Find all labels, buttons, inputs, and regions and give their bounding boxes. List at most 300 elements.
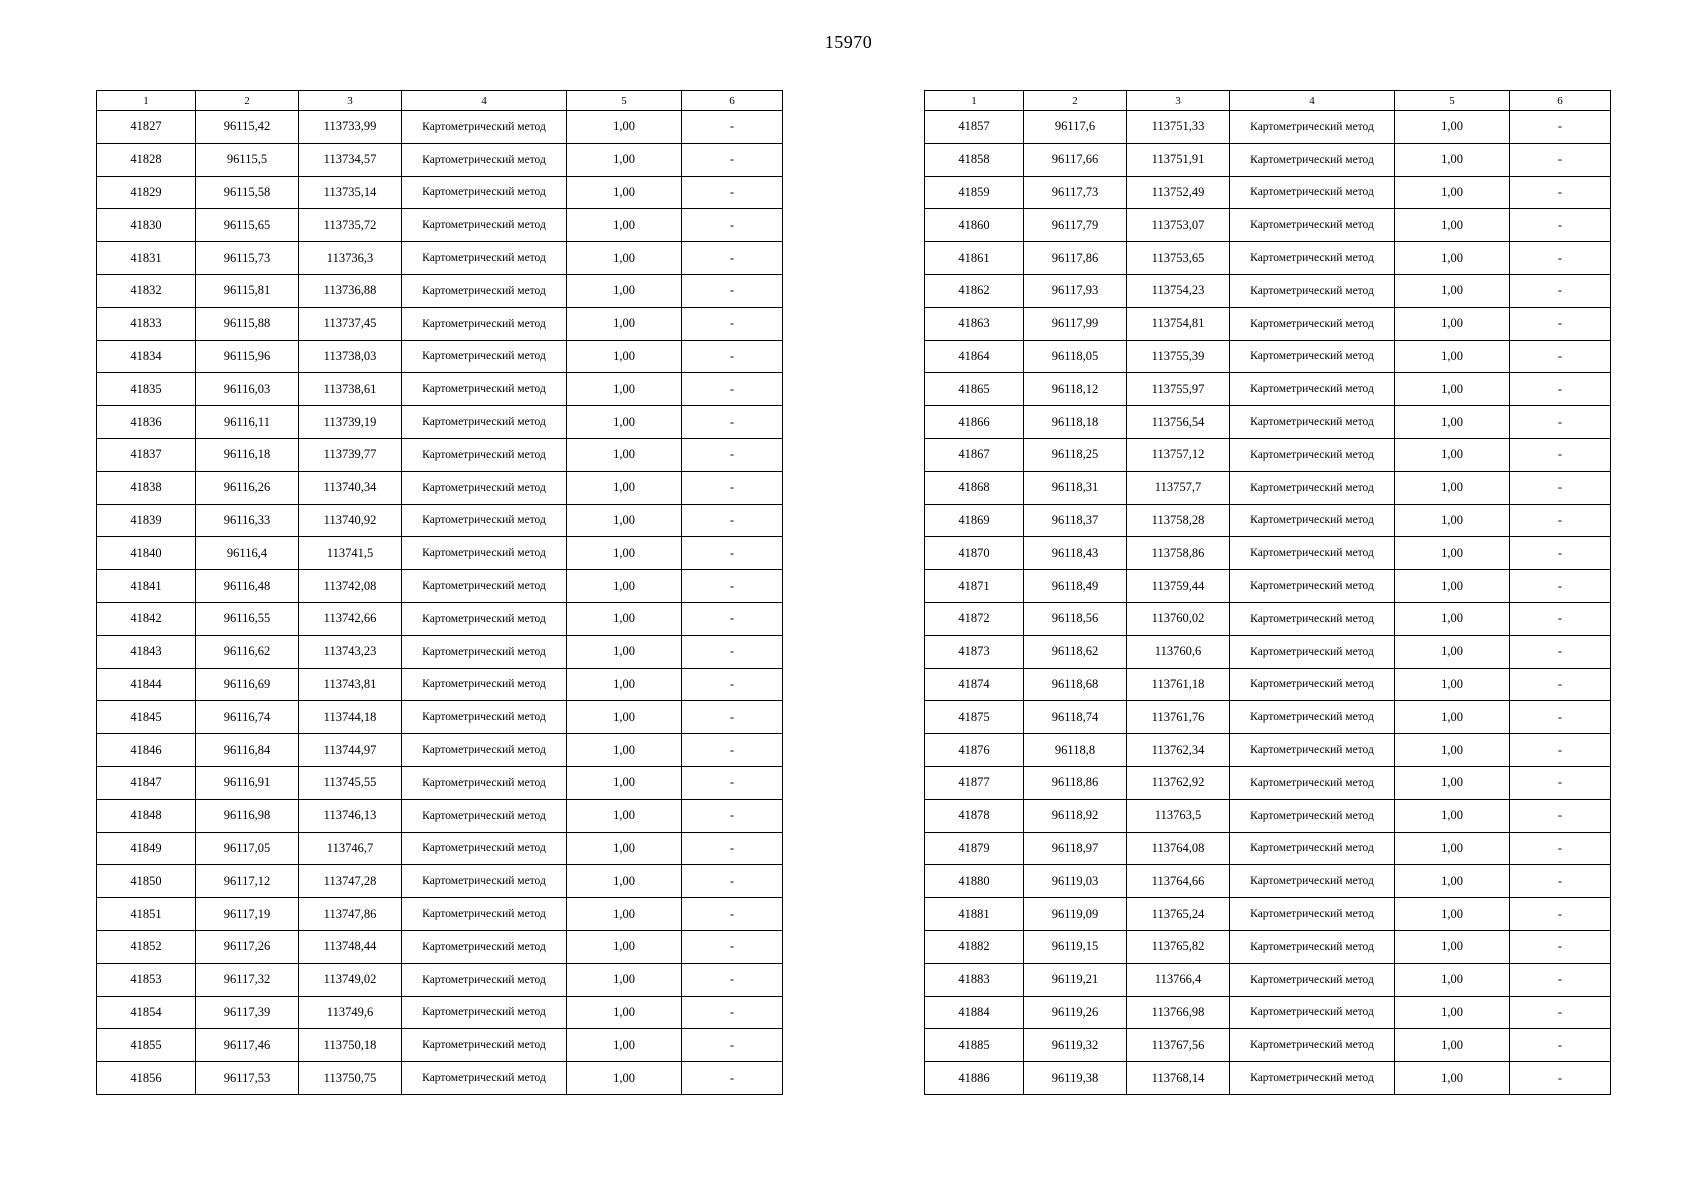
accuracy-cell: 1,00 (567, 799, 682, 832)
x-coordinate-cell: 96116,98 (196, 799, 299, 832)
table-row (97, 996, 783, 1029)
description-cell: - (682, 635, 783, 668)
x-coordinate-cell: 96115,96 (196, 340, 299, 373)
y-coordinate-cell: 113744,18 (299, 701, 402, 734)
method-cell: Картометрический метод (1230, 701, 1395, 734)
table-row (925, 865, 1611, 898)
x-coordinate-cell: 96116,18 (196, 438, 299, 471)
table-row (925, 996, 1611, 1029)
point-number-cell: 41884 (925, 996, 1024, 1029)
point-number-cell: 41842 (97, 602, 196, 635)
description-cell: - (682, 734, 783, 767)
point-number-cell: 41869 (925, 504, 1024, 537)
description-cell: - (1510, 274, 1611, 307)
accuracy-cell: 1,00 (567, 111, 682, 144)
table-row (97, 373, 783, 406)
accuracy-cell: 1,00 (567, 307, 682, 340)
table-row (925, 209, 1611, 242)
x-coordinate-cell: 96115,42 (196, 111, 299, 144)
point-number-cell: 41828 (97, 143, 196, 176)
accuracy-cell: 1,00 (1395, 865, 1510, 898)
x-coordinate-cell: 96115,81 (196, 274, 299, 307)
accuracy-cell: 1,00 (1395, 143, 1510, 176)
x-coordinate-cell: 96116,4 (196, 537, 299, 570)
description-cell: - (682, 1029, 783, 1062)
method-cell: Картометрический метод (402, 832, 567, 865)
table-row (925, 635, 1611, 668)
x-coordinate-cell: 96119,03 (1024, 865, 1127, 898)
y-coordinate-cell: 113757,12 (1127, 438, 1230, 471)
y-coordinate-cell: 113767,56 (1127, 1029, 1230, 1062)
y-coordinate-cell: 113760,6 (1127, 635, 1230, 668)
method-cell: Картометрический метод (402, 438, 567, 471)
table-row (97, 963, 783, 996)
accuracy-cell: 1,00 (567, 209, 682, 242)
y-coordinate-cell: 113765,82 (1127, 930, 1230, 963)
accuracy-cell: 1,00 (1395, 668, 1510, 701)
table-row (925, 373, 1611, 406)
description-cell: - (682, 438, 783, 471)
y-coordinate-cell: 113745,55 (299, 766, 402, 799)
accuracy-cell: 1,00 (567, 537, 682, 570)
description-cell: - (1510, 209, 1611, 242)
accuracy-cell: 1,00 (1395, 930, 1510, 963)
x-coordinate-cell: 96116,69 (196, 668, 299, 701)
accuracy-cell: 1,00 (567, 274, 682, 307)
description-cell: - (682, 242, 783, 275)
table-row (97, 570, 783, 603)
description-cell: - (1510, 635, 1611, 668)
description-cell: - (1510, 766, 1611, 799)
method-cell: Картометрический метод (1230, 274, 1395, 307)
point-number-cell: 41832 (97, 274, 196, 307)
x-coordinate-cell: 96119,09 (1024, 898, 1127, 931)
x-coordinate-cell: 96117,86 (1024, 242, 1127, 275)
point-number-cell: 41867 (925, 438, 1024, 471)
description-cell: - (1510, 537, 1611, 570)
description-cell: - (682, 143, 783, 176)
y-coordinate-cell: 113749,6 (299, 996, 402, 1029)
method-cell: Картометрический метод (402, 471, 567, 504)
accuracy-cell: 1,00 (1395, 340, 1510, 373)
accuracy-cell: 1,00 (1395, 832, 1510, 865)
y-coordinate-cell: 113734,57 (299, 143, 402, 176)
table-row (925, 766, 1611, 799)
description-cell: - (1510, 898, 1611, 931)
point-number-cell: 41880 (925, 865, 1024, 898)
x-coordinate-cell: 96118,49 (1024, 570, 1127, 603)
method-cell: Картометрический метод (402, 635, 567, 668)
header-cell-2: 2 (1024, 91, 1127, 111)
method-cell: Картометрический метод (1230, 668, 1395, 701)
description-cell: - (682, 373, 783, 406)
x-coordinate-cell: 96117,19 (196, 898, 299, 931)
table-row (925, 307, 1611, 340)
y-coordinate-cell: 113753,07 (1127, 209, 1230, 242)
table-row (97, 242, 783, 275)
accuracy-cell: 1,00 (1395, 373, 1510, 406)
accuracy-cell: 1,00 (567, 898, 682, 931)
table-row (925, 1062, 1611, 1095)
method-cell: Картометрический метод (402, 963, 567, 996)
accuracy-cell: 1,00 (1395, 471, 1510, 504)
x-coordinate-cell: 96118,86 (1024, 766, 1127, 799)
description-cell: - (1510, 930, 1611, 963)
point-number-cell: 41872 (925, 602, 1024, 635)
description-cell: - (682, 471, 783, 504)
point-number-cell: 41862 (925, 274, 1024, 307)
left-table-body (97, 111, 783, 1095)
x-coordinate-cell: 96119,32 (1024, 1029, 1127, 1062)
table-row (97, 340, 783, 373)
accuracy-cell: 1,00 (1395, 799, 1510, 832)
table-row (925, 701, 1611, 734)
table-row (925, 143, 1611, 176)
x-coordinate-cell: 96117,73 (1024, 176, 1127, 209)
x-coordinate-cell: 96117,6 (1024, 111, 1127, 144)
method-cell: Картометрический метод (402, 898, 567, 931)
method-cell: Картометрический метод (1230, 307, 1395, 340)
method-cell: Картометрический метод (402, 143, 567, 176)
table-header-row (925, 91, 1611, 111)
method-cell: Картометрический метод (1230, 570, 1395, 603)
y-coordinate-cell: 113750,75 (299, 1062, 402, 1095)
method-cell: Картометрический метод (402, 111, 567, 144)
accuracy-cell: 1,00 (1395, 438, 1510, 471)
y-coordinate-cell: 113746,7 (299, 832, 402, 865)
accuracy-cell: 1,00 (1395, 635, 1510, 668)
description-cell: - (682, 340, 783, 373)
accuracy-cell: 1,00 (1395, 1062, 1510, 1095)
table-row (925, 930, 1611, 963)
table-row (97, 209, 783, 242)
point-number-cell: 41874 (925, 668, 1024, 701)
method-cell: Картометрический метод (1230, 537, 1395, 570)
point-number-cell: 41858 (925, 143, 1024, 176)
y-coordinate-cell: 113759,44 (1127, 570, 1230, 603)
y-coordinate-cell: 113758,28 (1127, 504, 1230, 537)
x-coordinate-cell: 96117,93 (1024, 274, 1127, 307)
table-row (97, 111, 783, 144)
method-cell: Картометрический метод (1230, 1029, 1395, 1062)
y-coordinate-cell: 113743,23 (299, 635, 402, 668)
table-row (925, 799, 1611, 832)
accuracy-cell: 1,00 (567, 766, 682, 799)
table-row (97, 274, 783, 307)
x-coordinate-cell: 96116,48 (196, 570, 299, 603)
x-coordinate-cell: 96118,12 (1024, 373, 1127, 406)
point-number-cell: 41876 (925, 734, 1024, 767)
table-row (97, 930, 783, 963)
x-coordinate-cell: 96115,88 (196, 307, 299, 340)
x-coordinate-cell: 96117,32 (196, 963, 299, 996)
point-number-cell: 41863 (925, 307, 1024, 340)
table-row (97, 406, 783, 439)
description-cell: - (1510, 471, 1611, 504)
method-cell: Картометрический метод (402, 734, 567, 767)
description-cell: - (1510, 111, 1611, 144)
method-cell: Картометрический метод (402, 340, 567, 373)
point-number-cell: 41847 (97, 766, 196, 799)
x-coordinate-cell: 96118,62 (1024, 635, 1127, 668)
description-cell: - (1510, 570, 1611, 603)
y-coordinate-cell: 113741,5 (299, 537, 402, 570)
x-coordinate-cell: 96116,11 (196, 406, 299, 439)
y-coordinate-cell: 113756,54 (1127, 406, 1230, 439)
method-cell: Картометрический метод (402, 209, 567, 242)
description-cell: - (682, 176, 783, 209)
accuracy-cell: 1,00 (567, 963, 682, 996)
y-coordinate-cell: 113740,92 (299, 504, 402, 537)
description-cell: - (682, 701, 783, 734)
x-coordinate-cell: 96118,31 (1024, 471, 1127, 504)
accuracy-cell: 1,00 (1395, 766, 1510, 799)
description-cell: - (682, 570, 783, 603)
y-coordinate-cell: 113733,99 (299, 111, 402, 144)
accuracy-cell: 1,00 (567, 930, 682, 963)
x-coordinate-cell: 96116,33 (196, 504, 299, 537)
point-number-cell: 41878 (925, 799, 1024, 832)
header-cell-5: 5 (1395, 91, 1510, 111)
point-number-cell: 41866 (925, 406, 1024, 439)
table-row (97, 766, 783, 799)
y-coordinate-cell: 113744,97 (299, 734, 402, 767)
method-cell: Картометрический метод (1230, 373, 1395, 406)
accuracy-cell: 1,00 (1395, 406, 1510, 439)
accuracy-cell: 1,00 (567, 734, 682, 767)
point-number-cell: 41860 (925, 209, 1024, 242)
description-cell: - (1510, 668, 1611, 701)
point-number-cell: 41838 (97, 471, 196, 504)
description-cell: - (682, 209, 783, 242)
x-coordinate-cell: 96117,79 (1024, 209, 1127, 242)
accuracy-cell: 1,00 (567, 832, 682, 865)
y-coordinate-cell: 113766,4 (1127, 963, 1230, 996)
method-cell: Картометрический метод (1230, 1062, 1395, 1095)
accuracy-cell: 1,00 (567, 701, 682, 734)
description-cell: - (1510, 143, 1611, 176)
accuracy-cell: 1,00 (567, 1029, 682, 1062)
y-coordinate-cell: 113754,23 (1127, 274, 1230, 307)
point-number-cell: 41853 (97, 963, 196, 996)
table-row (925, 274, 1611, 307)
description-cell: - (1510, 865, 1611, 898)
method-cell: Картометрический метод (1230, 111, 1395, 144)
x-coordinate-cell: 96118,05 (1024, 340, 1127, 373)
description-cell: - (1510, 242, 1611, 275)
y-coordinate-cell: 113754,81 (1127, 307, 1230, 340)
y-coordinate-cell: 113768,14 (1127, 1062, 1230, 1095)
right-table-body (925, 111, 1611, 1095)
accuracy-cell: 1,00 (1395, 602, 1510, 635)
method-cell: Картометрический метод (402, 766, 567, 799)
y-coordinate-cell: 113761,76 (1127, 701, 1230, 734)
y-coordinate-cell: 113751,91 (1127, 143, 1230, 176)
description-cell: - (682, 766, 783, 799)
description-cell: - (682, 406, 783, 439)
point-number-cell: 41879 (925, 832, 1024, 865)
y-coordinate-cell: 113765,24 (1127, 898, 1230, 931)
x-coordinate-cell: 96116,26 (196, 471, 299, 504)
table-row (925, 734, 1611, 767)
description-cell: - (682, 602, 783, 635)
accuracy-cell: 1,00 (1395, 307, 1510, 340)
method-cell: Картометрический метод (1230, 734, 1395, 767)
point-number-cell: 41857 (925, 111, 1024, 144)
table-row (97, 602, 783, 635)
accuracy-cell: 1,00 (567, 1062, 682, 1095)
x-coordinate-cell: 96116,84 (196, 734, 299, 767)
description-cell: - (1510, 1029, 1611, 1062)
x-coordinate-cell: 96116,91 (196, 766, 299, 799)
point-number-cell: 41846 (97, 734, 196, 767)
y-coordinate-cell: 113738,61 (299, 373, 402, 406)
point-number-cell: 41841 (97, 570, 196, 603)
description-cell: - (1510, 1062, 1611, 1095)
accuracy-cell: 1,00 (1395, 734, 1510, 767)
point-number-cell: 41883 (925, 963, 1024, 996)
point-number-cell: 41831 (97, 242, 196, 275)
y-coordinate-cell: 113755,97 (1127, 373, 1230, 406)
description-cell: - (1510, 832, 1611, 865)
accuracy-cell: 1,00 (567, 865, 682, 898)
accuracy-cell: 1,00 (567, 668, 682, 701)
table-row (97, 143, 783, 176)
method-cell: Картометрический метод (402, 274, 567, 307)
method-cell: Картометрический метод (402, 242, 567, 275)
table-row (97, 504, 783, 537)
x-coordinate-cell: 96118,18 (1024, 406, 1127, 439)
y-coordinate-cell: 113746,13 (299, 799, 402, 832)
method-cell: Картометрический метод (1230, 930, 1395, 963)
point-number-cell: 41855 (97, 1029, 196, 1062)
accuracy-cell: 1,00 (1395, 274, 1510, 307)
point-number-cell: 41845 (97, 701, 196, 734)
y-coordinate-cell: 113757,7 (1127, 471, 1230, 504)
accuracy-cell: 1,00 (1395, 898, 1510, 931)
x-coordinate-cell: 96118,74 (1024, 701, 1127, 734)
accuracy-cell: 1,00 (567, 438, 682, 471)
description-cell: - (682, 832, 783, 865)
point-number-cell: 41836 (97, 406, 196, 439)
method-cell: Картометрический метод (402, 701, 567, 734)
y-coordinate-cell: 113740,34 (299, 471, 402, 504)
method-cell: Картометрический метод (1230, 143, 1395, 176)
y-coordinate-cell: 113749,02 (299, 963, 402, 996)
point-number-cell: 41871 (925, 570, 1024, 603)
accuracy-cell: 1,00 (567, 504, 682, 537)
x-coordinate-cell: 96119,26 (1024, 996, 1127, 1029)
table-row (925, 471, 1611, 504)
method-cell: Картометрический метод (1230, 865, 1395, 898)
y-coordinate-cell: 113760,02 (1127, 602, 1230, 635)
x-coordinate-cell: 96116,74 (196, 701, 299, 734)
table-row (925, 504, 1611, 537)
accuracy-cell: 1,00 (1395, 701, 1510, 734)
x-coordinate-cell: 96115,58 (196, 176, 299, 209)
accuracy-cell: 1,00 (1395, 963, 1510, 996)
point-number-cell: 41848 (97, 799, 196, 832)
description-cell: - (1510, 799, 1611, 832)
y-coordinate-cell: 113766,98 (1127, 996, 1230, 1029)
point-number-cell: 41868 (925, 471, 1024, 504)
point-number-cell: 41856 (97, 1062, 196, 1095)
y-coordinate-cell: 113764,08 (1127, 832, 1230, 865)
description-cell: - (682, 504, 783, 537)
description-cell: - (1510, 701, 1611, 734)
point-number-cell: 41833 (97, 307, 196, 340)
table-row (97, 1062, 783, 1095)
y-coordinate-cell: 113753,65 (1127, 242, 1230, 275)
x-coordinate-cell: 96118,8 (1024, 734, 1127, 767)
point-number-cell: 41827 (97, 111, 196, 144)
method-cell: Картометрический метод (402, 406, 567, 439)
table-row (925, 668, 1611, 701)
y-coordinate-cell: 113737,45 (299, 307, 402, 340)
method-cell: Картометрический метод (402, 373, 567, 406)
y-coordinate-cell: 113750,18 (299, 1029, 402, 1062)
method-cell: Картометрический метод (1230, 996, 1395, 1029)
table-row (925, 438, 1611, 471)
point-number-cell: 41850 (97, 865, 196, 898)
method-cell: Картометрический метод (1230, 799, 1395, 832)
table-row (925, 111, 1611, 144)
method-cell: Картометрический метод (1230, 406, 1395, 439)
table-row (925, 340, 1611, 373)
method-cell: Картометрический метод (1230, 602, 1395, 635)
point-number-cell: 41864 (925, 340, 1024, 373)
table-row (97, 307, 783, 340)
table-row (97, 176, 783, 209)
accuracy-cell: 1,00 (567, 406, 682, 439)
description-cell: - (1510, 406, 1611, 439)
x-coordinate-cell: 96118,37 (1024, 504, 1127, 537)
description-cell: - (682, 668, 783, 701)
accuracy-cell: 1,00 (1395, 242, 1510, 275)
method-cell: Картометрический метод (402, 799, 567, 832)
table-row (97, 1029, 783, 1062)
description-cell: - (682, 1062, 783, 1095)
y-coordinate-cell: 113762,34 (1127, 734, 1230, 767)
x-coordinate-cell: 96117,05 (196, 832, 299, 865)
accuracy-cell: 1,00 (1395, 570, 1510, 603)
description-cell: - (682, 307, 783, 340)
method-cell: Картометрический метод (402, 570, 567, 603)
accuracy-cell: 1,00 (1395, 176, 1510, 209)
table-row (97, 438, 783, 471)
accuracy-cell: 1,00 (1395, 1029, 1510, 1062)
table-row (97, 832, 783, 865)
description-cell: - (682, 111, 783, 144)
description-cell: - (682, 996, 783, 1029)
method-cell: Картометрический метод (1230, 438, 1395, 471)
header-cell-3: 3 (299, 91, 402, 111)
header-cell-4: 4 (1230, 91, 1395, 111)
point-number-cell: 41843 (97, 635, 196, 668)
point-number-cell: 41882 (925, 930, 1024, 963)
point-number-cell: 41861 (925, 242, 1024, 275)
method-cell: Картометрический метод (1230, 176, 1395, 209)
x-coordinate-cell: 96118,92 (1024, 799, 1127, 832)
y-coordinate-cell: 113761,18 (1127, 668, 1230, 701)
x-coordinate-cell: 96118,68 (1024, 668, 1127, 701)
point-number-cell: 41844 (97, 668, 196, 701)
description-cell: - (682, 898, 783, 931)
accuracy-cell: 1,00 (567, 340, 682, 373)
point-number-cell: 41870 (925, 537, 1024, 570)
y-coordinate-cell: 113743,81 (299, 668, 402, 701)
method-cell: Картометрический метод (1230, 766, 1395, 799)
